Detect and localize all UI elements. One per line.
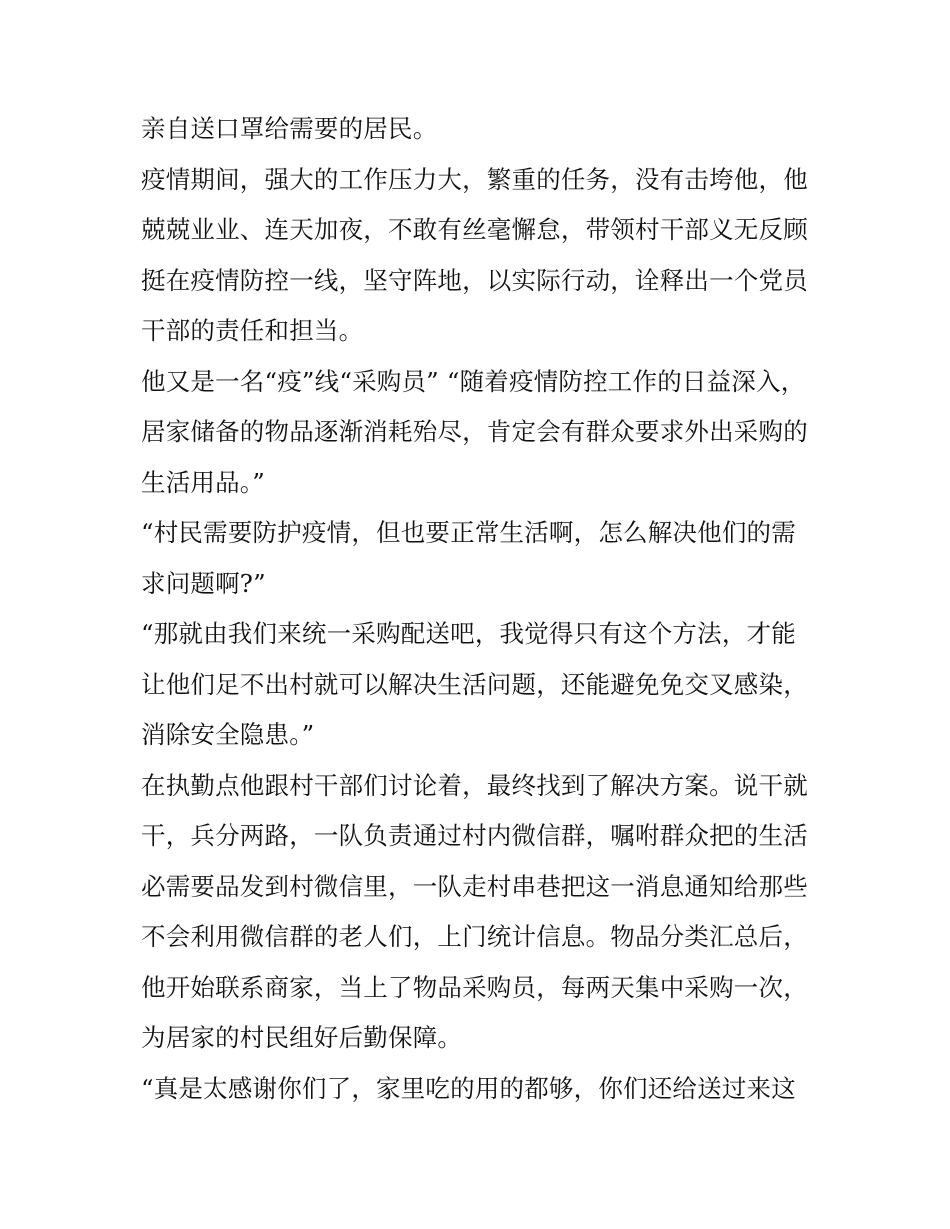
text-line: “真是太感谢你们了，家里吃的用的都够，你们还给送过来这	[141, 1073, 796, 1103]
text-line: 他开始联系商家，当上了物品采购员，每两天集中采购一次，	[141, 972, 808, 1002]
text-line: 生活用品。”	[141, 467, 265, 497]
text-line: 不会利用微信群的老人们，上门统计信息。物品分类汇总后，	[141, 922, 808, 951]
text-line: 亲自送口罩给需要的居民。	[141, 114, 438, 143]
text-line: 居家储备的物品逐渐消耗殆尽，肯定会有群众要求外出采购的	[141, 417, 808, 446]
text-line: 挺在疫情防控一线，坚守阵地，以实际行动，诠释出一个党员	[141, 265, 808, 295]
text-line: 在执勤点他跟村干部们讨论着，最终找到了解决方案。说干就	[141, 770, 808, 800]
text-line: “村民需要防护疫情，但也要正常生活啊，怎么解决他们的需	[141, 518, 796, 547]
text-line: 求问题啊?”	[141, 568, 266, 598]
text-line: 为居家的村民组好后勤保障。	[141, 1023, 463, 1052]
body-text	[141, 104, 821, 1114]
text-line: 让他们足不出村就可以解决生活问题，还能避免免交叉感染，	[141, 669, 808, 699]
text-line: 他又是一名“疫”线“采购员” “随着疫情防控工作的日益深入，	[141, 366, 806, 396]
text-line: 疫情期间，强大的工作压力大，繁重的任务，没有击垮他，他	[141, 164, 808, 194]
text-line: 必需要品发到村微信里，一队走村串巷把这一消息通知给那些	[141, 871, 808, 901]
text-line: 兢兢业业、连天加夜，不敢有丝毫懈怠，带领村干部义无反顾	[141, 215, 808, 244]
text-line: 干部的责任和担当。	[141, 316, 364, 345]
text-line: “那就由我们来统一采购配送吧，我觉得只有这个方法，才能	[141, 619, 796, 648]
text-line: 干，兵分两路，一队负责通过村内微信群，嘱咐群众把的生活	[141, 821, 808, 850]
text-line: 消除安全隐患。”	[141, 720, 315, 749]
